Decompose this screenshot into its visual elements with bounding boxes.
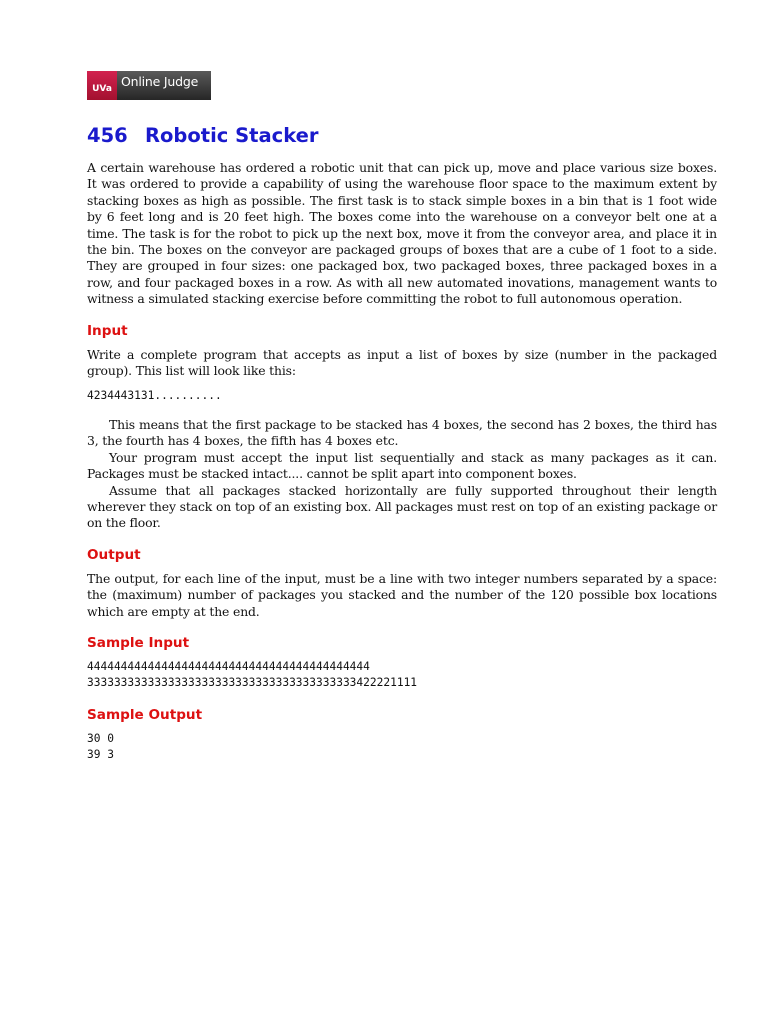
sample-input-line: 444444444444444444444444444444444444444444 xyxy=(87,659,370,673)
problem-number: 456 xyxy=(87,124,128,147)
input-paragraph-3: Your program must accept the input list sequentially and stack as many packages as it can. Packages must be stacked intact.... cannot be split apart into component boxes. xyxy=(87,449,717,482)
sample-output-line: 39 3 xyxy=(87,748,114,762)
input-paragraph-4: Assume that all packages stacked horizontally are fully supported throughout their length wherever they stack on top of an existing box. All packages must rest on top of an existing package or on the floor. xyxy=(87,482,717,531)
problem-name: Robotic Stacker xyxy=(145,124,319,147)
input-paragraph-1: Write a complete program that accepts as input a list of boxes by size (number in the packaged group). This list will look like this: xyxy=(87,346,717,379)
problem-content xyxy=(87,124,717,764)
input-heading: Input xyxy=(87,322,128,339)
sample-output-heading: Sample Output xyxy=(87,706,203,723)
sample-input-line: 3333333333333333333333333333333333333333422221111 xyxy=(87,676,418,690)
problem-title xyxy=(87,124,717,148)
input-example: 4234443131.......... xyxy=(87,389,222,403)
sample-output-line: 30 0 xyxy=(87,731,114,745)
output-heading: Output xyxy=(87,546,141,563)
uva-logo xyxy=(87,71,211,100)
sample-input-heading: Sample Input xyxy=(87,634,190,651)
input-paragraph-2: This means that the first package to be stacked has 4 boxes, the second has 2 boxes, the third has 3, the fourth has 4 boxes, the fifth has 4 boxes etc. xyxy=(87,416,717,449)
logo-text: Online Judge xyxy=(121,74,199,89)
output-paragraph: The output, for each line of the input, must be a line with two integer numbers separated by a space: the (maximum) number of packages you stacked and the number of the 120 possible box locations which are empty at the end. xyxy=(87,570,717,619)
intro-paragraph: A certain warehouse has ordered a robotic unit that can pick up, move and place various size boxes. It was ordered to provide a capability of using the warehouse floor space to the maximum extent by stacking boxes as high as possible. The first task is to stack simple boxes in a bin that is 1 foot wide by 6 feet long and is 20 feet high. The boxes come into the warehouse on a conveyor belt one at a time. The task is for the robot to pick up the next box, move it from the conveyor area, and place it in the bin. The boxes on the conveyor are packaged groups of boxes that are a cube of 1 foot to a side. They are grouped in four sizes: one packaged box, two packaged boxes, three packaged boxes in a row, and four packaged boxes in a row. As with all new automated inovations, management wants to witness a simulated stacking exercise before committing the robot to full autonomous operation. xyxy=(87,160,717,307)
logo-badge: UVa xyxy=(87,71,117,100)
